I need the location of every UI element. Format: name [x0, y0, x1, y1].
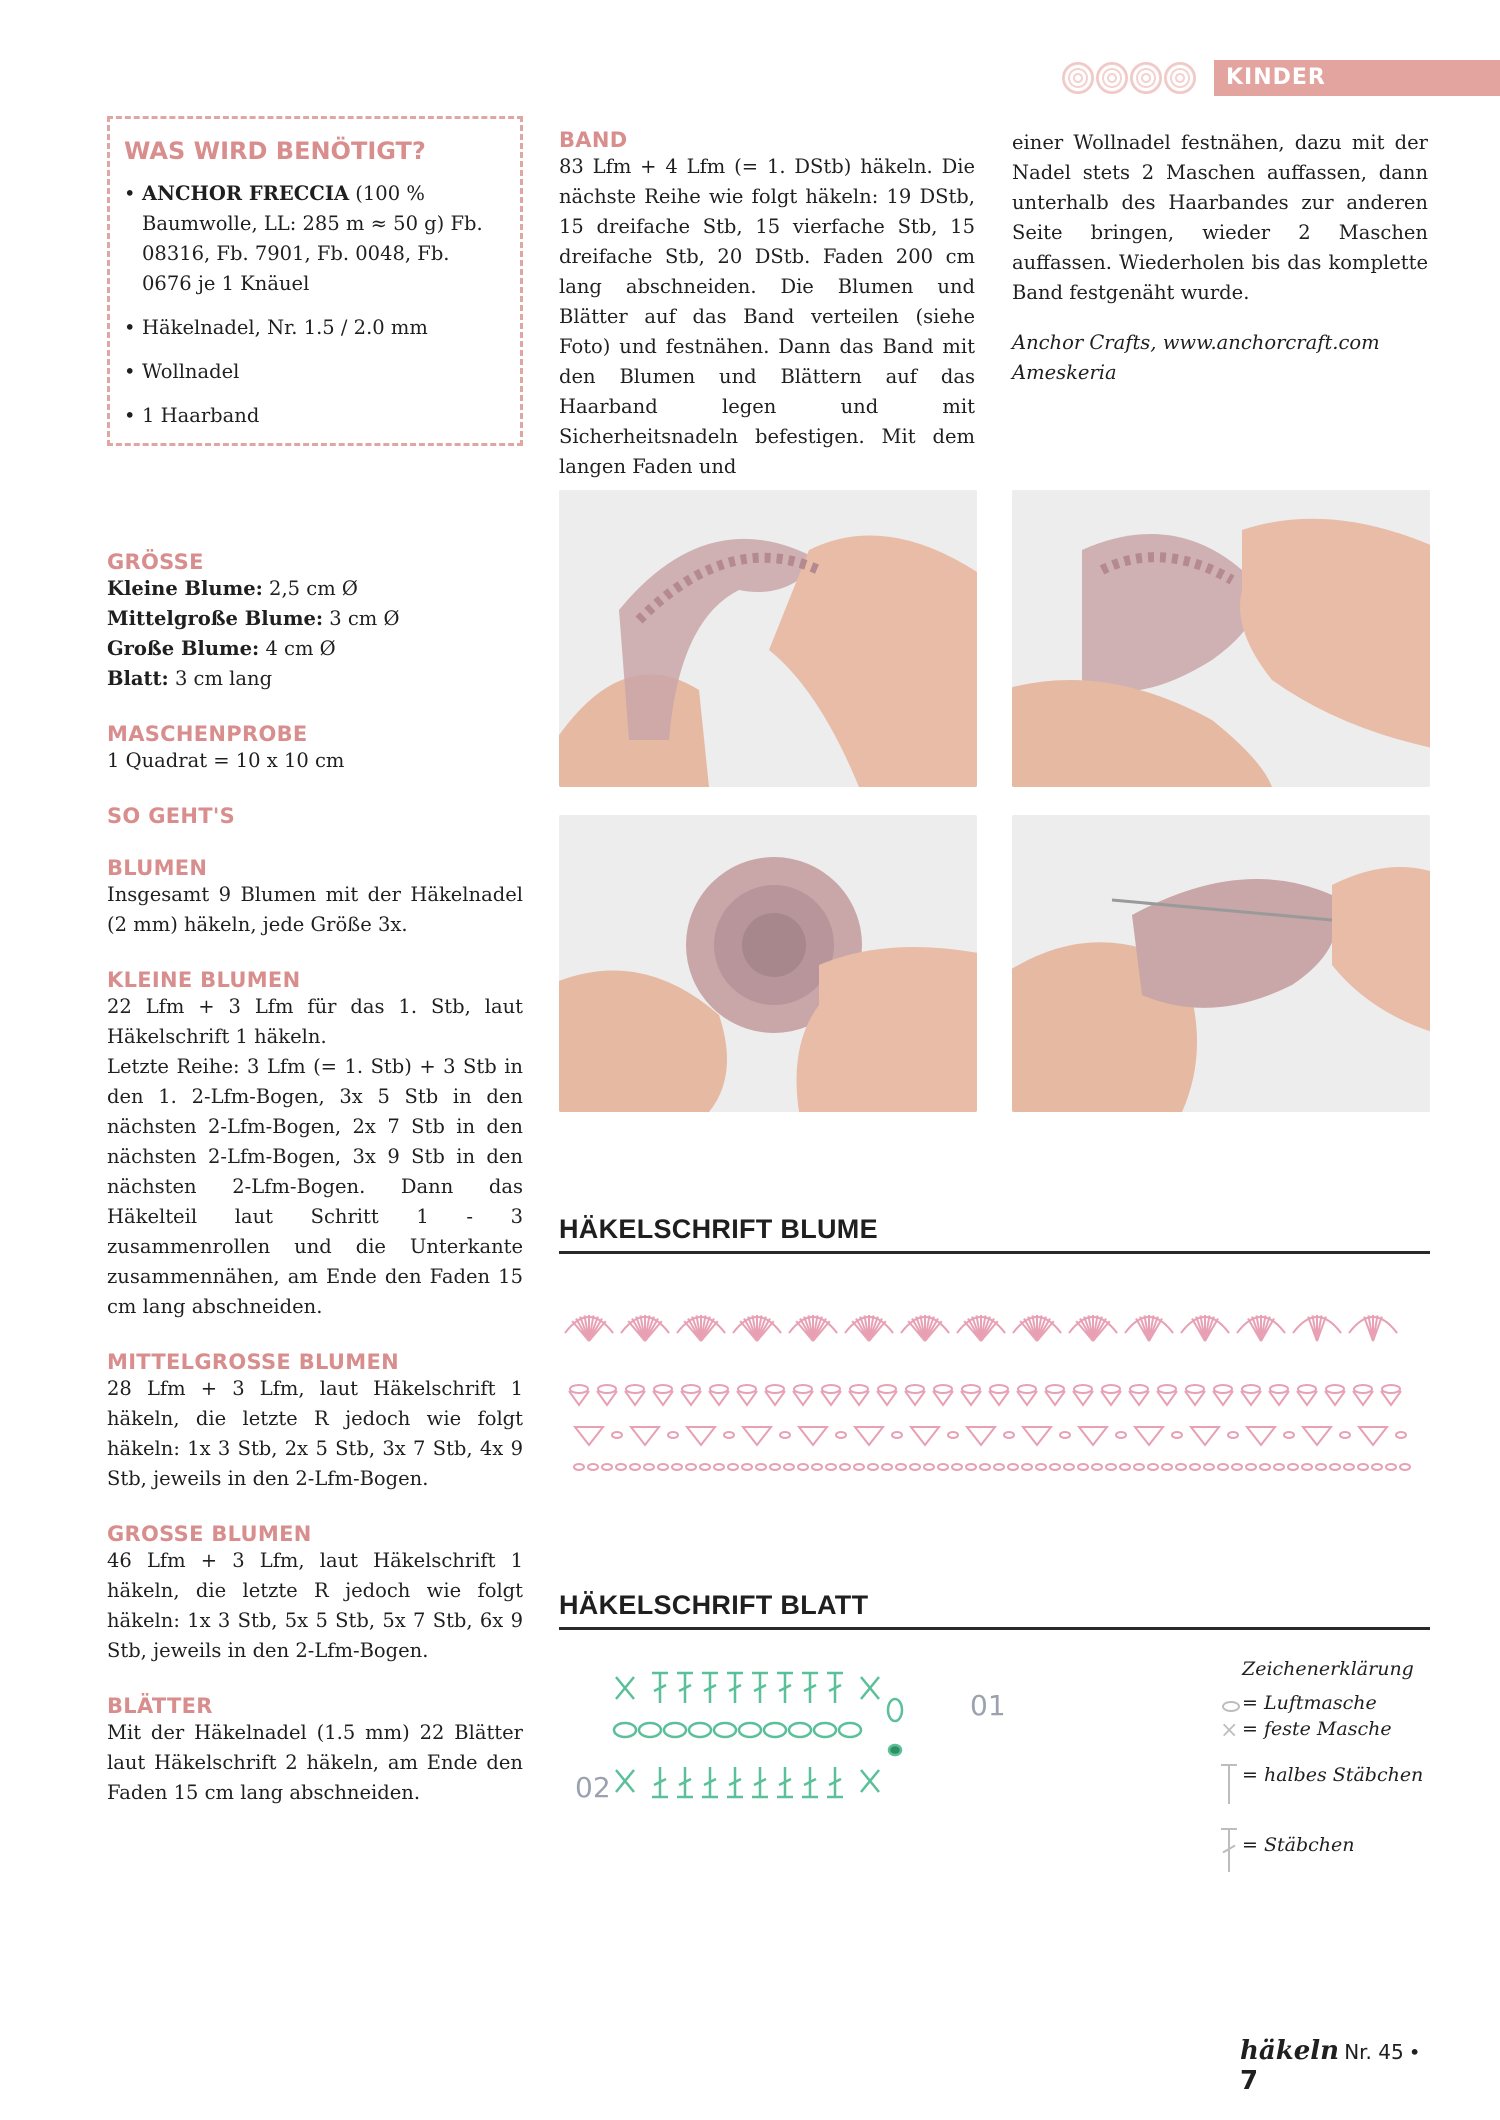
chain-stitch	[630, 1464, 640, 1470]
chain-stitch	[714, 1723, 736, 1737]
v-motif	[1303, 1427, 1350, 1445]
fan-motif	[957, 1315, 1005, 1341]
maschenprobe-title: MASCHENPROBE	[107, 722, 308, 746]
divider	[559, 1627, 1430, 1630]
double-crochet	[727, 1767, 743, 1797]
double-crochet	[777, 1767, 793, 1797]
chain-stitch	[574, 1464, 584, 1470]
chart-blume-header	[559, 1214, 1430, 1254]
legend-item: = halbes Stäbchen	[1212, 1764, 1442, 1834]
small-fan	[1353, 1385, 1373, 1405]
chain-stitch	[1316, 1464, 1326, 1470]
blumen-title: BLUMEN	[107, 856, 208, 880]
band-continued	[1012, 128, 1428, 388]
chain-stitch	[1344, 1464, 1354, 1470]
single-crochet	[861, 1677, 879, 1699]
chart-blume-title: HÄKELSCHRIFT BLUME	[559, 1214, 878, 1244]
small-fan	[1045, 1385, 1065, 1405]
chain-stitch	[1330, 1464, 1340, 1470]
so-gehts-title: SO GEHT'S	[107, 804, 236, 828]
double-crochet	[677, 1673, 693, 1703]
half-double-crochet-icon	[1228, 1764, 1230, 1804]
v-motif	[687, 1427, 734, 1445]
small-fan	[1157, 1385, 1177, 1405]
chain-stitch	[714, 1464, 724, 1470]
chain-stitch	[1386, 1464, 1396, 1470]
chain-stitch	[840, 1464, 850, 1470]
chain-stitch	[1274, 1464, 1284, 1470]
chain-stitch	[896, 1464, 906, 1470]
chain-stitch	[639, 1723, 661, 1737]
yarn-ball-icon	[1164, 62, 1196, 94]
fan-motif	[789, 1315, 837, 1341]
chain-stitch	[784, 1464, 794, 1470]
chain-stitch	[980, 1464, 990, 1470]
small-fan	[793, 1385, 813, 1405]
divider	[559, 1251, 1430, 1254]
v-motif	[631, 1427, 678, 1445]
v-motif	[575, 1427, 622, 1445]
chain-stitch	[686, 1464, 696, 1470]
fan-motif	[901, 1315, 949, 1341]
step-photo-2	[1012, 490, 1430, 787]
single-crochet-icon: ×	[1220, 1718, 1239, 1743]
credit-line: Ameskeria	[1012, 361, 1117, 384]
v-motif	[1191, 1427, 1238, 1445]
v-motif	[855, 1427, 902, 1445]
small-fan	[1073, 1385, 1093, 1405]
row-label: 01	[970, 1689, 1006, 1722]
chain-stitch	[1358, 1464, 1368, 1470]
step-photo-3	[559, 815, 977, 1112]
chain-stitch	[1162, 1464, 1172, 1470]
blaetter-title: BLÄTTER	[107, 1694, 213, 1718]
fan-motif	[845, 1315, 893, 1341]
chain-stitch	[602, 1464, 612, 1470]
size-row: Blatt: 3 cm lang	[107, 667, 273, 690]
size-row: Große Blume: 4 cm Ø	[107, 637, 336, 660]
materials-title: WAS WIRD BENÖTIGT?	[124, 137, 426, 165]
chart-blatt-svg	[570, 1665, 1020, 1850]
mittelgrosse-blumen-text: 28 Lfm + 3 Lfm, laut Häkelschrift 1 häkeln, die letzte R jedoch wie folgt häkeln: 1x 3 Stb, 2x 5 Stb, 3x 7 Stb, 4x 9 Stb, jeweils in den 2-Lfm-Bogen.	[107, 1377, 523, 1490]
chain-stitch	[868, 1464, 878, 1470]
small-fan	[961, 1385, 981, 1405]
chain-stitch	[1008, 1464, 1018, 1470]
small-fan	[709, 1385, 729, 1405]
double-crochet	[802, 1673, 818, 1703]
chain-stitch	[952, 1464, 962, 1470]
v-motif	[1359, 1427, 1406, 1445]
small-fan	[1213, 1385, 1233, 1405]
chain-stitch	[798, 1464, 808, 1470]
blumen-text: Insgesamt 9 Blumen mit der Häkelnadel (2 mm) häkeln, jede Größe 3x.	[107, 883, 523, 936]
chain-stitch	[1232, 1464, 1242, 1470]
fan-motif	[1293, 1315, 1341, 1341]
chain-stitch	[1036, 1464, 1046, 1470]
start-marker	[889, 1745, 901, 1755]
small-fan	[877, 1385, 897, 1405]
chain-stitch	[1204, 1464, 1214, 1470]
chart-blatt-diagram	[570, 1665, 1020, 1850]
chain-stitch	[756, 1464, 766, 1470]
grosse-blumen-title: GROSSE BLUMEN	[107, 1522, 312, 1546]
v-motif	[1079, 1427, 1126, 1445]
double-crochet	[827, 1767, 843, 1797]
small-fan	[933, 1385, 953, 1405]
double-crochet	[752, 1767, 768, 1797]
chain-stitch	[994, 1464, 1004, 1470]
v-motif	[1023, 1427, 1070, 1445]
chain-stitch	[814, 1723, 836, 1737]
step-photo-1	[559, 490, 977, 787]
chain-stitch	[839, 1723, 861, 1737]
v-motif	[967, 1427, 1014, 1445]
chain-stitch	[1260, 1464, 1270, 1470]
chain-stitch	[1176, 1464, 1186, 1470]
chain-stitch-icon	[1222, 1701, 1240, 1712]
v-motif	[1135, 1427, 1182, 1445]
chain-stitch	[910, 1464, 920, 1470]
maschenprobe-text: 1 Quadrat = 10 x 10 cm	[107, 749, 345, 772]
small-fan	[625, 1385, 645, 1405]
chain-stitch	[924, 1464, 934, 1470]
chain-stitch	[882, 1464, 892, 1470]
small-fan	[1101, 1385, 1121, 1405]
double-crochet	[677, 1767, 693, 1797]
small-fan	[1325, 1385, 1345, 1405]
chain-stitch	[614, 1723, 636, 1737]
groesse-title: GRÖSSE	[107, 550, 204, 574]
small-fan	[989, 1385, 1009, 1405]
legend	[1212, 1658, 1442, 1884]
kleine-blumen-text: 22 Lfm + 3 Lfm für das 1. Stb, laut Häkelschrift 1 häkeln.	[107, 995, 523, 1048]
single-crochet	[861, 1770, 879, 1792]
chain-stitch	[1134, 1464, 1144, 1470]
v-motif	[743, 1427, 790, 1445]
yarn-ball-icon	[1096, 62, 1128, 94]
chain-stitch	[728, 1464, 738, 1470]
small-fan	[653, 1385, 673, 1405]
chain-stitch	[1372, 1464, 1382, 1470]
yarn-ball-icon	[1130, 62, 1162, 94]
chain-stitch	[1050, 1464, 1060, 1470]
double-crochet	[827, 1673, 843, 1703]
turning-chain	[888, 1699, 902, 1721]
legend-item: = Luftmasche	[1212, 1692, 1442, 1718]
materials-box	[107, 116, 523, 446]
v-motif	[1247, 1427, 1294, 1445]
fan-motif	[1125, 1315, 1173, 1341]
chain-stitch	[1288, 1464, 1298, 1470]
fan-motif	[565, 1315, 613, 1341]
chain-stitch	[1218, 1464, 1228, 1470]
row-label: 02	[575, 1771, 611, 1804]
fan-motif	[1069, 1315, 1117, 1341]
small-fan	[1241, 1385, 1261, 1405]
chain-stitch	[789, 1723, 811, 1737]
materials-item: • 1 Haarband	[124, 401, 502, 431]
chain-stitch	[644, 1464, 654, 1470]
small-fan	[569, 1385, 589, 1405]
step-photo-4	[1012, 815, 1430, 1112]
fan-motif	[1237, 1315, 1285, 1341]
legend-item: × = feste Masche	[1220, 1718, 1392, 1743]
size-row: Mittelgroße Blume: 3 cm Ø	[107, 607, 400, 630]
credit-line: Anchor Crafts, www.anchorcraft.com	[1012, 331, 1380, 354]
chain-stitch	[1148, 1464, 1158, 1470]
chain-stitch	[616, 1464, 626, 1470]
chain-stitch	[812, 1464, 822, 1470]
small-fan	[1297, 1385, 1317, 1405]
double-crochet	[802, 1767, 818, 1797]
page-number: 7	[1240, 2066, 1259, 2096]
small-fan	[1381, 1385, 1401, 1405]
kleine-blumen-title: KLEINE BLUMEN	[107, 968, 301, 992]
double-crochet	[652, 1767, 668, 1797]
chain-stitch	[1064, 1464, 1074, 1470]
small-fan	[597, 1385, 617, 1405]
chain-stitch	[742, 1464, 752, 1470]
chain-stitch	[1092, 1464, 1102, 1470]
chain-stitch	[764, 1723, 786, 1737]
size-row: Kleine Blume: 2,5 cm Ø	[107, 577, 358, 600]
small-fan	[849, 1385, 869, 1405]
blaetter-text: Mit der Häkelnadel (1.5 mm) 22 Blätter laut Häkelschrift 2 häkeln, am Ende den Faden 15 cm lang abschneiden.	[107, 1721, 523, 1804]
materials-item: • Häkelnadel, Nr. 1.5 / 2.0 mm	[124, 313, 502, 343]
small-fan	[1129, 1385, 1149, 1405]
chain-stitch	[664, 1723, 686, 1737]
materials-item: • Wollnadel	[124, 357, 502, 387]
mittelgrosse-blumen-title: MITTELGROSSE BLUMEN	[107, 1350, 399, 1374]
chain-stitch	[854, 1464, 864, 1470]
small-fan	[1185, 1385, 1205, 1405]
chart-blume-svg	[559, 1285, 1459, 1515]
chain-stitch	[1302, 1464, 1312, 1470]
fan-motif	[677, 1315, 725, 1341]
chart-blatt-title: HÄKELSCHRIFT BLATT	[559, 1590, 869, 1620]
chart-blume-diagram	[559, 1285, 1459, 1515]
chain-stitch	[658, 1464, 668, 1470]
double-crochet	[652, 1673, 668, 1703]
chain-stitch	[1190, 1464, 1200, 1470]
v-motif	[911, 1427, 958, 1445]
page-footer: häkeln Nr. 45 • 7	[1240, 2036, 1421, 2096]
grosse-blumen-text: 46 Lfm + 3 Lfm, laut Häkelschrift 1 häkeln, die letzte R jedoch wie folgt häkeln: 1x 3 Stb, 5x 5 Stb, 5x 7 Stb, 6x 9 Stb, jeweils in den 2-Lfm-Bogen.	[107, 1549, 523, 1662]
double-crochet	[702, 1767, 718, 1797]
section-tab: KINDER	[1214, 60, 1500, 96]
chain-stitch	[1106, 1464, 1116, 1470]
chain-stitch	[938, 1464, 948, 1470]
small-fan	[1017, 1385, 1037, 1405]
small-fan	[1269, 1385, 1289, 1405]
chain-stitch	[1078, 1464, 1088, 1470]
issue-number: Nr. 45	[1344, 2040, 1404, 2064]
chain-stitch	[689, 1723, 711, 1737]
small-fan	[905, 1385, 925, 1405]
double-crochet	[752, 1673, 768, 1703]
small-fan	[765, 1385, 785, 1405]
kleine-blumen-text: Letzte Reihe: 3 Lfm (= 1. Stb) + 3 Stb in den 1. 2-Lfm-Bogen, 3x 5 Stb in den nächsten 2-Lfm-Bogen, 2x 7 Stb in den nächsten 2-Lfm-Bogen, 3x 9 Stb in den nächsten 2-Lfm-Bogen. Dann das Häkelteil laut Schritt 1 - 3 zusammenrollen und die Unterkante zusammennähen, am Ende den Faden 15 cm lang abschneiden.	[107, 1055, 523, 1318]
chain-stitch	[588, 1464, 598, 1470]
fan-motif	[1349, 1315, 1397, 1341]
chain-stitch	[672, 1464, 682, 1470]
small-fan	[737, 1385, 757, 1405]
chain-stitch	[1246, 1464, 1256, 1470]
chain-stitch	[826, 1464, 836, 1470]
chain-stitch	[770, 1464, 780, 1470]
chain-stitch	[739, 1723, 761, 1737]
chart-blatt-header	[559, 1590, 1430, 1630]
double-crochet	[777, 1673, 793, 1703]
chain-stitch	[1022, 1464, 1032, 1470]
yarn-ball-icon	[1062, 62, 1094, 94]
single-crochet	[616, 1770, 634, 1792]
fan-row	[565, 1315, 1410, 1470]
fan-motif	[1181, 1315, 1229, 1341]
small-fan	[681, 1385, 701, 1405]
double-crochet	[702, 1673, 718, 1703]
chain-stitch	[700, 1464, 710, 1470]
chain-stitch	[1120, 1464, 1130, 1470]
band-title: BAND	[559, 128, 628, 152]
instructions-column	[107, 550, 523, 1836]
magazine-name: häkeln	[1240, 2036, 1340, 2066]
materials-item: • ANCHOR FRECCIA (100 % Baumwolle, LL: 285 m ≈ 50 g) Fb. 08316, Fb. 7901, Fb. 0048, Fb. 0676 je 1 Knäuel	[124, 179, 502, 299]
chain-stitch	[1400, 1464, 1410, 1470]
v-motif	[799, 1427, 846, 1445]
fan-motif	[1013, 1315, 1061, 1341]
band-text: 83 Lfm + 4 Lfm (= 1. DStb) häkeln. Die nächste Reihe wie folgt häkeln: 19 DStb, 15 dreifache Stb, 15 vierfache Stb, 15 dreifache Stb, 20 DStb. Faden 200 cm lang abschneiden. Die Blumen und Blätter auf das Band verteilen (siehe Foto) und festnähen. Dann das Band mit den Blumen und Blättern auf das Haarband legen und mit Sicherheitsnadeln befestigen. Mit dem langen Faden und	[559, 155, 975, 478]
legend-item: = Stäbchen	[1212, 1834, 1442, 1884]
fan-motif	[621, 1315, 669, 1341]
double-crochet	[727, 1673, 743, 1703]
band-section	[559, 128, 975, 482]
small-fan	[821, 1385, 841, 1405]
fan-motif	[733, 1315, 781, 1341]
legend-title: Zeichenerklärung	[1242, 1658, 1414, 1680]
chain-stitch	[966, 1464, 976, 1470]
single-crochet	[616, 1677, 634, 1699]
band-text-continued: einer Wollnadel festnähen, dazu mit der Nadel stets 2 Maschen auffassen, dann unterhalb des Haarbandes zur anderen Seite bringen, wieder 2 Maschen auffassen. Wiederholen bis das komplette Band festgenäht wurde.	[1012, 131, 1428, 304]
